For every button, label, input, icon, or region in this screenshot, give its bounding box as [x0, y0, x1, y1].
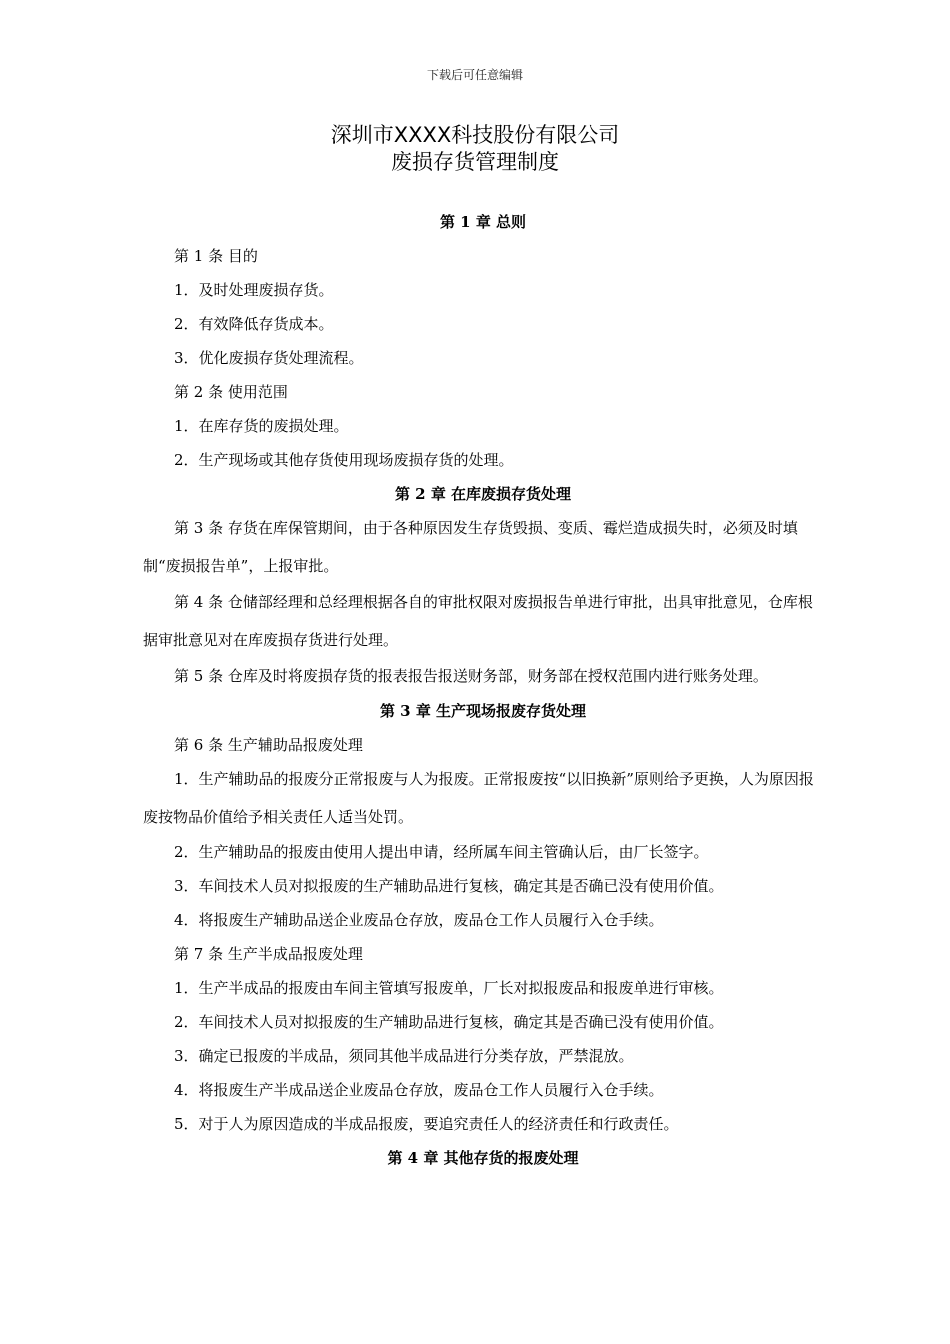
article-heading: 第 2 条 使用范围	[174, 383, 288, 401]
list-item: 5．对于人为原因造成的半成品报废，要追究责任人的经济责任和行政责任。	[174, 1115, 679, 1133]
chapter-heading: 第 3 章 生产现场报废存货处理	[379, 702, 587, 720]
list-item: 3．确定已报废的半成品，须同其他半成品进行分类存放，严禁混放。	[174, 1047, 634, 1065]
list-item: 3．车间技术人员对拟报废的生产辅助品进行复核，确定其是否确已没有使用价值。	[174, 877, 724, 895]
list-item: 1．及时处理废损存货。	[174, 281, 334, 299]
list-item: 1．生产半成品的报废由车间主管填写报废单，厂长对拟报废品和报废单进行审核。	[174, 979, 724, 997]
list-item: 2．车间技术人员对拟报废的生产辅助品进行复核，确定其是否确已没有使用价值。	[174, 1013, 724, 1031]
list-item: 4．将报废生产半成品送企业废品仓存放，废品仓工作人员履行入仓手续。	[174, 1081, 664, 1099]
chapter-heading: 第 2 章 在库废损存货处理	[394, 485, 572, 503]
article-heading: 第 7 条 生产半成品报废处理	[174, 945, 363, 963]
list-item: 3．优化废损存货处理流程。	[174, 349, 364, 367]
list-item: 2．生产辅助品的报废由使用人提出申请，经所属车间主管确认后，由厂长签字。	[174, 843, 709, 861]
article-paragraph: 第 3 条 存货在库保管期间，由于各种原因发生存货毁损、变质、霉烂造成损失时，必须及时填制“废损报告单”，上报审批。	[143, 519, 798, 575]
document-body	[143, 205, 823, 1175]
list-item: 4．将报废生产辅助品送企业废品仓存放，废品仓工作人员履行入仓手续。	[174, 911, 664, 929]
article-heading: 第 6 条 生产辅助品报废处理	[174, 736, 363, 754]
document-title	[0, 122, 950, 176]
article-paragraph: 第 5 条 仓库及时将废损存货的报表报告报送财务部，财务部在授权范围内进行账务处理。	[174, 667, 768, 685]
article-heading: 第 1 条 目的	[174, 247, 258, 265]
article-paragraph: 第 4 条 仓储部经理和总经理根据各自的审批权限对废损报告单进行审批，出具审批意见，仓库根据审批意见对在库废损存货进行处理。	[143, 593, 813, 649]
list-item: 2．生产现场或其他存货使用现场废损存货的处理。	[174, 451, 514, 469]
list-item: 1．在库存货的废损处理。	[174, 417, 349, 435]
policy-name: 废损存货管理制度	[391, 150, 559, 174]
company-name: 深圳市XXXX科技股份有限公司	[330, 123, 620, 147]
page-header-note: 下载后可任意编辑	[426, 68, 523, 82]
list-item: 1．生产辅助品的报废分正常报废与人为报废。正常报废按“以旧换新”原则给予更换，人为原因报废按物品价值给予相关责任人适当处罚。	[143, 770, 814, 826]
list-item: 2．有效降低存货成本。	[174, 315, 334, 333]
chapter-heading: 第 4 章 其他存货的报废处理	[387, 1149, 579, 1167]
chapter-heading: 第 1 章 总则	[439, 213, 527, 231]
